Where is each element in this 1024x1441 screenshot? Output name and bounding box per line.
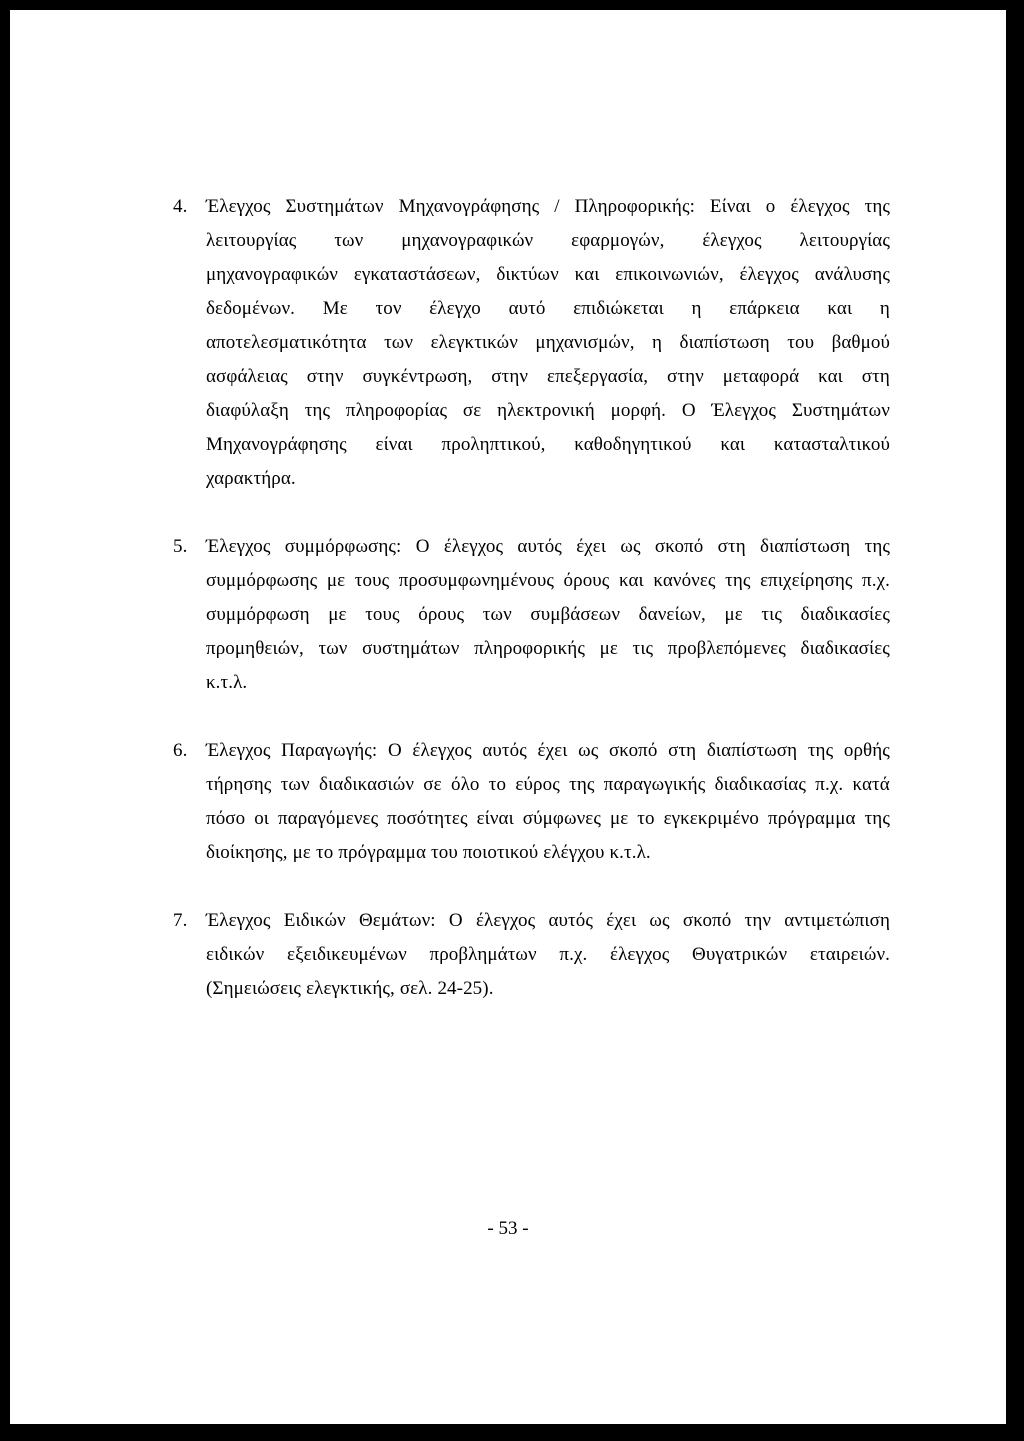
word: τις [632, 638, 654, 659]
word: αυτός [517, 536, 562, 557]
word: έχει [576, 536, 607, 557]
word: ελεγκτικής, [306, 978, 395, 999]
word: το [637, 808, 655, 829]
word: πρόγραμμα [338, 842, 426, 863]
word: κ.τ.λ. [609, 842, 651, 863]
word: έλεγχος [475, 910, 536, 931]
word: Συστημάτων [791, 400, 890, 421]
word: ποιοτικού [462, 842, 539, 863]
word: διαδικασίες [800, 604, 890, 625]
paragraph-line [206, 666, 890, 700]
word: Θεμάτων: [358, 910, 436, 931]
word: δεδομένων. [206, 298, 295, 319]
word: είναι [375, 434, 413, 455]
word: σύμφωνες [522, 808, 601, 829]
document-page [10, 10, 1006, 1424]
word: της [304, 400, 331, 421]
word: με [328, 604, 347, 625]
word: αποτελεσματικότητα [206, 332, 367, 353]
word: προληπτικού, [441, 434, 546, 455]
word: στην [306, 366, 344, 387]
word: Θυγατρικών [692, 944, 788, 965]
word: Έλεγχος [206, 196, 271, 217]
word: π.χ. [815, 774, 844, 795]
paragraph-line [206, 632, 890, 666]
word: της [864, 196, 890, 217]
paragraph-line [206, 462, 890, 496]
word: μορφή. [610, 400, 667, 421]
word: / [554, 196, 560, 217]
word: έλεγχος [443, 536, 504, 557]
page-number: - 53 - [487, 1218, 529, 1239]
paragraph-line [206, 394, 890, 428]
word: σε [423, 774, 442, 795]
section-number: 7. [173, 910, 188, 931]
word: ηλεκτρονική [497, 400, 595, 421]
word: επιχείρησης [760, 570, 853, 591]
word: σελ. [399, 978, 433, 999]
word: χαρακτήρα. [206, 468, 296, 489]
word: αυτός [548, 910, 594, 931]
word: έλεγχος [412, 740, 472, 761]
word: έλεγχος [702, 230, 762, 251]
word: της [864, 808, 890, 829]
word: εύρος [515, 774, 560, 795]
word: των [334, 230, 364, 251]
word: π.χ. [559, 944, 588, 965]
word: 24-25). [437, 978, 494, 999]
word: με [724, 604, 743, 625]
word: μηχανογραφικών [401, 230, 534, 251]
word: διαδικασίες [800, 638, 890, 659]
word: όρους [418, 604, 465, 625]
word: με [609, 808, 629, 829]
word: τήρησης [206, 774, 272, 795]
word: της [864, 536, 890, 557]
word: ελέγχου [543, 842, 605, 863]
word: παραγωγικής [603, 774, 706, 795]
word: ελεγκτικών [430, 332, 518, 353]
paragraph-line [206, 564, 890, 598]
word: στη [861, 366, 890, 387]
word: πόσο [206, 808, 246, 829]
word: τους [365, 604, 400, 625]
section-paragraph [206, 190, 890, 496]
word: μεταφορά [722, 366, 800, 387]
word: επικοινωνιών, [615, 264, 724, 285]
paragraph-line [206, 190, 890, 224]
word: μηχανογραφικών [206, 264, 338, 285]
word: τις [761, 604, 782, 625]
word: η [691, 298, 702, 319]
word: Παραγωγής: [281, 740, 378, 761]
word: Έλεγχος [206, 536, 271, 557]
word: καθοδηγητικού [574, 434, 692, 455]
word: δανείων, [638, 604, 706, 625]
word: Πληροφορικής: [574, 196, 695, 217]
word: λειτουργίας [799, 230, 890, 251]
paragraph-line [206, 734, 890, 768]
word: προβλημάτων [429, 944, 537, 965]
word: προβλεπόμενες [667, 638, 786, 659]
word: εταιρειών. [809, 944, 890, 965]
word: τον [375, 298, 402, 319]
word: αυτός [482, 740, 527, 761]
word: ασφάλειας [206, 366, 288, 387]
word: σκοπό [608, 740, 658, 761]
word: παραγόμενες [277, 808, 379, 829]
word: κ.τ.λ. [206, 672, 248, 693]
word: διαπίστωση [679, 332, 770, 353]
paragraph-line [206, 938, 890, 972]
word: έλεγχος [739, 264, 799, 285]
word: η [652, 332, 663, 353]
word: διαφύλαξη [206, 400, 289, 421]
word: εγκεκριμένο [663, 808, 760, 829]
word: πληροφορικής [474, 638, 585, 659]
word: των [482, 604, 512, 625]
paragraph-line [206, 802, 890, 836]
word: συμβάσεων [530, 604, 621, 625]
word: είναι [476, 808, 514, 829]
word: και [827, 298, 853, 319]
word: συμμόρφωση [206, 604, 310, 625]
word: (Σημειώσεις [206, 978, 302, 999]
word: το [316, 842, 334, 863]
word: ως [649, 910, 670, 931]
paragraph-line [206, 836, 890, 870]
word: βαθμού [831, 332, 890, 353]
word: και [818, 366, 843, 387]
word: και [618, 570, 644, 591]
word: των [318, 638, 348, 659]
word: Μηχανογράφησης [398, 196, 540, 217]
word: πληροφορίας [345, 400, 448, 421]
paragraph-line [206, 530, 890, 564]
numbered-section [173, 190, 890, 496]
word: των [384, 332, 414, 353]
paragraph-line [206, 598, 890, 632]
word: π.χ. [862, 570, 890, 591]
word: αυτό [508, 298, 546, 319]
word: διαπίστωση [706, 740, 798, 761]
word: εξειδικευμένων [287, 944, 407, 965]
word: επεξεργασία, [547, 366, 649, 387]
word: ο [765, 196, 776, 217]
word: έχει [606, 910, 637, 931]
word: κατασταλτικού [773, 434, 890, 455]
word: αντιμετώπιση [784, 910, 890, 931]
word: επιδιώκεται [573, 298, 664, 319]
paragraph-line [206, 972, 890, 1006]
paragraph-line [206, 224, 890, 258]
section-number: 5. [173, 536, 188, 557]
word: ανάλυσης [814, 264, 890, 285]
paragraph-line [206, 360, 890, 394]
section-paragraph [206, 530, 890, 700]
word: Μηχανογράφησης [206, 434, 347, 455]
word: και [720, 434, 746, 455]
word: διοίκησης, [206, 842, 288, 863]
word: στη [717, 536, 746, 557]
word: και [574, 264, 600, 285]
word: έχει [537, 740, 568, 761]
word: το [488, 774, 507, 795]
paragraph-line [206, 258, 890, 292]
word: ορθής [843, 740, 890, 761]
word: σκοπό [654, 536, 704, 557]
paragraph-line [206, 292, 890, 326]
word: έλεγχος [610, 944, 670, 965]
paragraph-line [206, 326, 890, 360]
word: του [787, 332, 815, 353]
word: οι [254, 808, 270, 829]
word: με [599, 638, 618, 659]
section-paragraph [206, 904, 890, 1006]
word: έλεγχο [429, 298, 481, 319]
word: όρους [563, 570, 610, 591]
section-gap [173, 870, 890, 904]
word: συμμόρφωσης [206, 570, 318, 591]
word: κατά [852, 774, 890, 795]
word: Έλεγχος [206, 910, 271, 931]
word: σκοπό [682, 910, 732, 931]
word: Ο [415, 536, 430, 557]
word: κανόνες [653, 570, 716, 591]
section-number: 6. [173, 740, 188, 761]
word: επάρκεια [729, 298, 800, 319]
word: την [744, 910, 772, 931]
word: συγκέντρωση, [362, 366, 473, 387]
paragraph-line [206, 768, 890, 802]
paragraph-line [206, 904, 890, 938]
word: στη [668, 740, 697, 761]
word: Έλεγχος [711, 400, 776, 421]
word: συμμόρφωσης: [284, 536, 402, 557]
word: Ειδικών [283, 910, 346, 931]
word: όλο [451, 774, 480, 795]
word: Ο [681, 400, 696, 421]
numbered-section [173, 734, 890, 870]
word: Έλεγχος [206, 740, 271, 761]
word: ειδικών [206, 944, 265, 965]
numbered-section [173, 530, 890, 700]
section-gap [173, 496, 890, 530]
section-number: 4. [173, 196, 188, 217]
word: Συστημάτων [285, 196, 384, 217]
word: εγκαταστάσεων, [353, 264, 481, 285]
word: εφαρμογών, [571, 230, 665, 251]
word: της [569, 774, 595, 795]
section-paragraph [206, 734, 890, 870]
word: της [725, 570, 751, 591]
word: διαδικασίας [714, 774, 806, 795]
word: Ο [448, 910, 463, 931]
word: ως [578, 740, 599, 761]
word: προσυμφωνημένους [398, 570, 554, 591]
paragraph-line [206, 428, 890, 462]
word: έλεγχος [790, 196, 850, 217]
word: των [280, 774, 310, 795]
section-gap [173, 700, 890, 734]
word: δικτύων [496, 264, 559, 285]
word: διαδικασιών [319, 774, 415, 795]
word: Είναι [709, 196, 751, 217]
word: συστημάτων [362, 638, 460, 659]
numbered-section [173, 904, 890, 1006]
word: ως [620, 536, 641, 557]
word: με [326, 570, 346, 591]
word: Ο [387, 740, 402, 761]
word: ποσότητες [387, 808, 468, 829]
word: Με [322, 298, 348, 319]
word: στην [491, 366, 529, 387]
word: στην [667, 366, 704, 387]
word: τους [354, 570, 390, 591]
word: της [807, 740, 834, 761]
word: πρόγραμμα [767, 808, 856, 829]
word: διαπίστωση [760, 536, 851, 557]
word: λειτουργίας [206, 230, 297, 251]
word: σε [462, 400, 482, 421]
word: μηχανισμών, [535, 332, 635, 353]
word: με [292, 842, 312, 863]
word: του [431, 842, 458, 863]
word: η [879, 298, 890, 319]
word: προμηθειών, [206, 638, 304, 659]
document-body [173, 190, 890, 1006]
